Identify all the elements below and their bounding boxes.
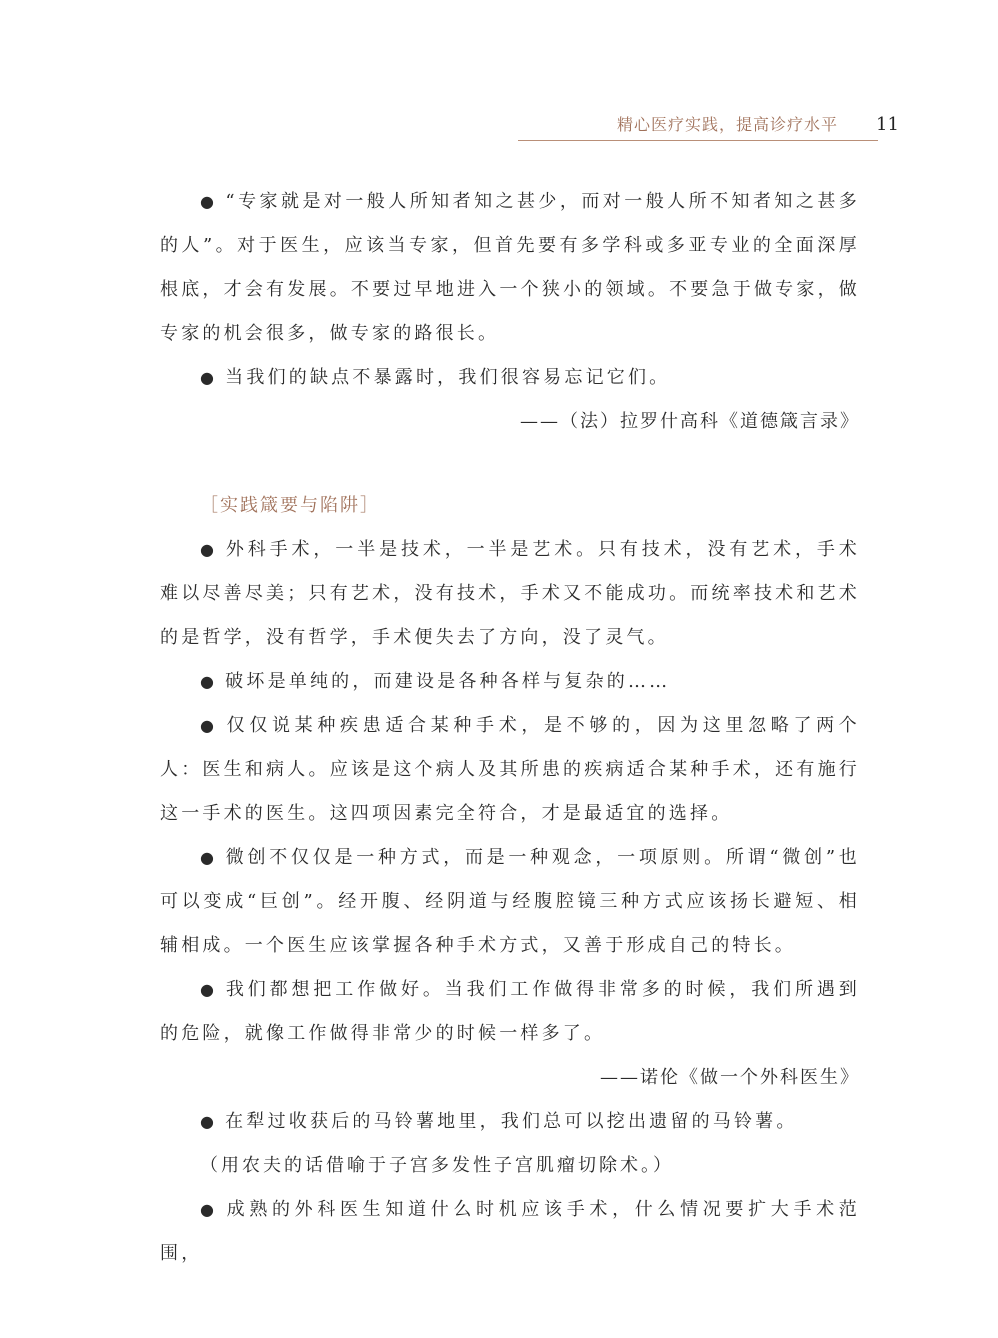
bullet-icon: ● bbox=[200, 540, 218, 559]
paragraph bbox=[160, 968, 860, 1056]
paragraph bbox=[160, 528, 860, 660]
paragraph bbox=[160, 836, 860, 968]
paragraph-text: 外科手术，一半是技术，一半是艺术。只有技术，没有艺术，手术难以尽善尽美；只有艺术，没有技术，手术又不能成功。而统率技术和艺术的是哲学，没有哲学，手术便失去了方向，没了灵气。 bbox=[160, 539, 860, 648]
paragraph bbox=[160, 1100, 860, 1144]
bullet-icon: ● bbox=[200, 848, 218, 867]
section-heading: ［实践箴要与陷阱］ bbox=[200, 495, 380, 516]
paragraph bbox=[160, 704, 860, 836]
bullet-icon: ● bbox=[200, 192, 218, 211]
paragraph-text: 当我们的缺点不暴露时，我们很容易忘记它们。 bbox=[225, 367, 671, 388]
bullet-icon: ● bbox=[200, 672, 218, 691]
paragraph-text: 在犁过收获后的马铃薯地里，我们总可以挖出遗留的马铃薯。 bbox=[225, 1111, 798, 1132]
paragraph-text: 微创不仅仅是一种方式，而是一种观念，一项原则。所谓“微创”也可以变成“巨创”。经开腹、经阴道与经腹腔镜三种方式应该扬长避短、相辅相成。一个医生应该掌握各种手术方式，又善于形成自己的特长。 bbox=[160, 847, 860, 956]
page-number: 11 bbox=[876, 114, 899, 135]
paragraph-text: 破坏是单纯的，而建设是各种各样与复杂的…… bbox=[225, 671, 671, 692]
paragraph-text: “专家就是对一般人所知者知之甚少，而对一般人所不知者知之甚多的人”。对于医生，应该当专家，但首先要有多学科或多亚专业的全面深厚根底，才会有发展。不要过早地进入一个狭小的领域。不要急于做专家，做专家的机会很多，做专家的路很长。 bbox=[160, 191, 860, 344]
paragraph bbox=[160, 1188, 860, 1276]
header-title: 精心医疗实践，提高诊疗水平 bbox=[616, 115, 838, 134]
paragraph bbox=[160, 356, 860, 400]
paragraph-text: 仅仅说某种疾患适合某种手术，是不够的，因为这里忽略了两个人：医生和病人。应该是这个病人及其所患的疾病适合某种手术，还有施行这一手术的医生。这四项因素完全符合，才是最适宜的选择。 bbox=[160, 715, 860, 824]
running-header bbox=[518, 112, 878, 141]
bullet-icon: ● bbox=[200, 980, 218, 999]
parenthetical-note: （用农夫的话借喻于子宫多发性子宫肌瘤切除术。） bbox=[200, 1155, 674, 1176]
paragraph-text: 成熟的外科医生知道什么时机应该手术，什么情况要扩大手术范围， bbox=[160, 1199, 860, 1264]
paragraph-text: 我们都想把工作做好。当我们工作做得非常多的时候，我们所遇到的危险，就像工作做得非常少的时候一样多了。 bbox=[160, 979, 860, 1044]
attribution: ——（法）拉罗什高科《道德箴言录》 bbox=[520, 411, 860, 432]
paragraph bbox=[160, 660, 860, 704]
paragraph bbox=[160, 180, 860, 356]
attribution: ——诺伦《做一个外科医生》 bbox=[600, 1067, 860, 1088]
bullet-icon: ● bbox=[200, 716, 219, 735]
page-body bbox=[160, 180, 860, 1276]
bullet-icon: ● bbox=[200, 1112, 218, 1131]
bullet-icon: ● bbox=[200, 1200, 219, 1219]
bullet-icon: ● bbox=[200, 368, 218, 387]
